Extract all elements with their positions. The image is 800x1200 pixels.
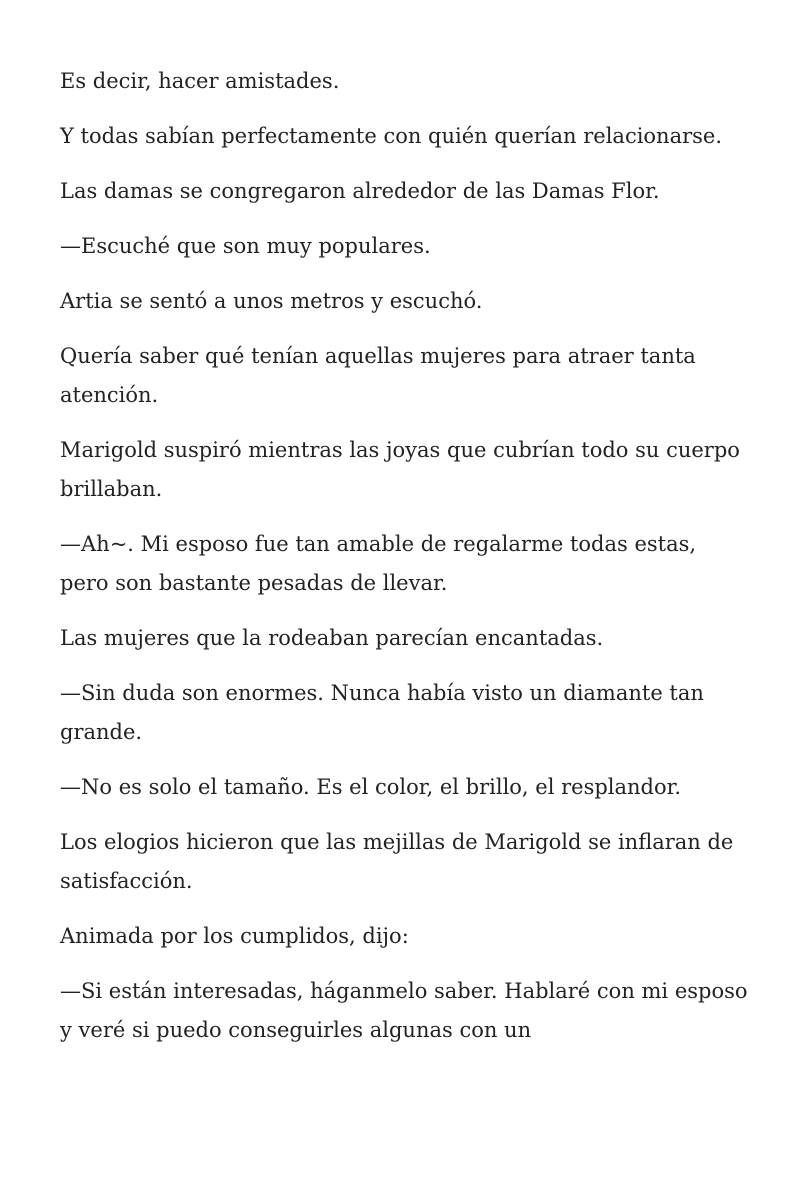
paragraph: —No es solo el tamaño. Es el color, el brillo, el resplandor. <box>60 775 682 799</box>
paragraph: Los elogios hicieron que las mejillas de Marigold se inflaran de satisfacción. <box>60 830 734 893</box>
paragraph: —Escuché que son muy populares. <box>60 234 431 258</box>
paragraph: Animada por los cumplidos, dijo: <box>60 924 409 948</box>
paragraph: Y todas sabían perfectamente con quién querían relacionarse. <box>60 124 723 148</box>
paragraph: Es decir, hacer amistades. <box>60 69 340 93</box>
paragraph: —Sin duda son enormes. Nunca había visto un diamante tan grande. <box>60 681 704 744</box>
paragraph: Quería saber qué tenían aquellas mujeres para atraer tanta atención. <box>60 344 696 407</box>
reading-page <box>60 62 750 1066</box>
paragraph: —Ah~. Mi esposo fue tan amable de regalarme todas estas, pero son bastante pesadas de llevar. <box>60 532 697 595</box>
paragraph: Artia se sentó a unos metros y escuchó. <box>60 289 483 313</box>
paragraph: Las damas se congregaron alrededor de las Damas Flor. <box>60 179 660 203</box>
paragraph: —Si están interesadas, háganmelo saber. Hablaré con mi esposo y veré si puedo conseguirles algunas con un <box>60 979 748 1042</box>
paragraph: Las mujeres que la rodeaban parecían encantadas. <box>60 626 604 650</box>
paragraph: Marigold suspiró mientras las joyas que cubrían todo su cuerpo brillaban. <box>60 438 740 501</box>
